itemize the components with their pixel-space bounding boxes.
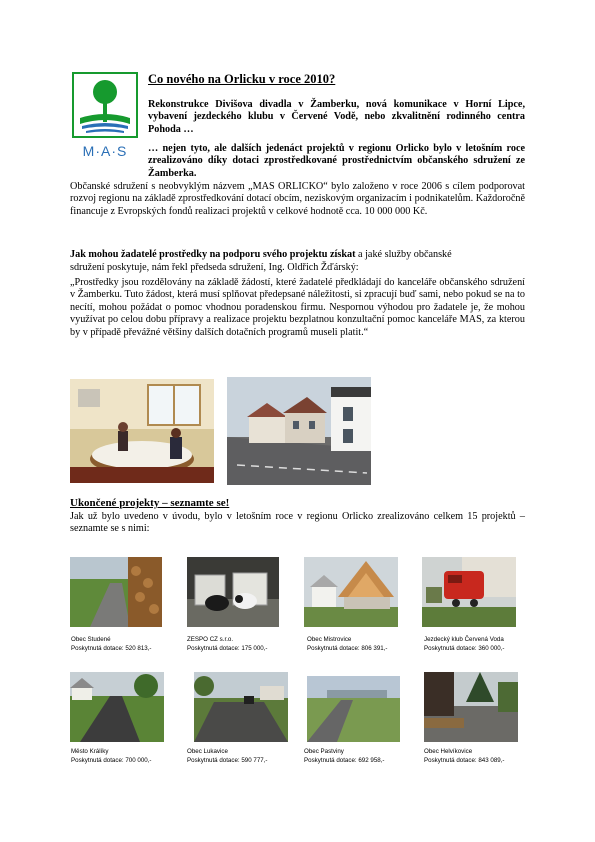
project-photo-studene bbox=[70, 557, 162, 627]
project-grant: Poskytnutá dotace: 692 958,- bbox=[304, 757, 385, 764]
question-bold: Jak mohou žadatelé prostředky na podporu svého projektu získat bbox=[70, 249, 356, 260]
page-title: Co nového na Orlicku v roce 2010? bbox=[148, 72, 336, 86]
project-photo-pastviny bbox=[307, 676, 400, 742]
body-paragraph-1: Občanské sdružení s neobvyklým názvem „MAS ORLICKO“ bylo založeno v roce 2006 s cílem podporovat rozvoj regionu na základě zprostředkování dotací obcím, neziskovým organizacím i podnikatelům. Každoročně financuje z Evropských fondů realizaci projektů v celkové hodnotě cca. 10 000 000 Kč. bbox=[70, 181, 525, 217]
project-name: Obec Helvíkovice bbox=[424, 748, 473, 755]
project-caption-helvikovice bbox=[424, 747, 505, 765]
project-name: Jezdecký klub Červená Voda bbox=[424, 636, 504, 643]
question-rest: a jaké služby občanské bbox=[355, 249, 452, 260]
project-grant: Poskytnutá dotace: 700 000,- bbox=[71, 757, 152, 764]
project-photo-lukavice bbox=[194, 672, 288, 742]
project-caption-cervena-voda bbox=[424, 635, 505, 653]
lead-paragraph-2: … nejen tyto, ale dalších jedenáct projektů v regionu Orlicko bylo v letošním roce zrealizováno díky dotaci zprostředkované prostřednictvím občanského sdružení ze Žamberka. bbox=[148, 143, 525, 179]
project-caption-pastviny bbox=[304, 747, 385, 765]
body-paragraph-question bbox=[70, 249, 525, 261]
lead-paragraph-1: Rekonstrukce Divišova divadla v Žamberku, nová komunikace v Horní Lipce, vybavení jezdeckého klubu v Červené Vodě, nebo zkvalitnění rodinného centra Pohoda … bbox=[148, 99, 525, 135]
section-title: Ukončené projekty – seznamte se! bbox=[70, 497, 230, 509]
section-intro: Jak už bylo uvedeno v úvodu, bylo v letošním roce v regionu Orlicko zrealizováno celkem 15 projektů – seznamte se s nimi: bbox=[70, 511, 525, 535]
project-grant: Poskytnutá dotace: 806 391,- bbox=[307, 645, 388, 652]
body-paragraph-2: sdružení poskytuje, nám řekl předseda sdružení, Ing. Oldřich Žďárský: bbox=[70, 262, 359, 273]
project-name: ZESPO CZ s.r.o. bbox=[187, 636, 234, 643]
project-caption-lukavice bbox=[187, 747, 268, 765]
project-grant: Poskytnutá dotace: 590 777,- bbox=[187, 757, 268, 764]
project-name: Město Králíky bbox=[71, 748, 109, 755]
project-photo-cervena-voda bbox=[422, 557, 516, 627]
project-grant: Poskytnutá dotace: 360 000,- bbox=[424, 645, 505, 652]
project-grant: Poskytnutá dotace: 520 813,- bbox=[71, 645, 152, 652]
project-photo-helvikovice bbox=[424, 672, 518, 742]
project-caption-studene bbox=[71, 635, 152, 653]
logo-text: M·A·S bbox=[82, 143, 128, 159]
project-name: Obec Studené bbox=[71, 636, 111, 643]
quote-paragraph: „Prostředky jsou rozdělovány na základě žádostí, které žadatelé předkládají do kanceláře občanského sdružení v Žamberku. Tuto žádost, která musí splňovat předepsané náležitosti, si zpracují buď sami, nebo pokud se na to necítí, mohou požádat o pomoc vhodnou poradenskou firmu. Nespornou výhodou pro žadatele je, že mohou využívat po celou dobu přípravy a realizace projektu bezplatnou konzultační pomoc kanceláře MAS, za kterou by v případě převážné většiny dalších dotačních programů museli platit.“ bbox=[70, 277, 525, 338]
project-caption-mistrovice bbox=[307, 635, 388, 653]
project-grant: Poskytnutá dotace: 175 000,- bbox=[187, 645, 268, 652]
project-grant: Poskytnutá dotace: 843 089,- bbox=[424, 757, 505, 764]
project-photo-kraliky bbox=[70, 672, 164, 742]
project-caption-kraliky bbox=[71, 747, 152, 765]
office-meeting-photo bbox=[70, 379, 214, 483]
mas-orlicko-logo bbox=[72, 72, 138, 162]
project-name: Obec Mistrovice bbox=[307, 636, 352, 643]
project-name: Obec Pastviny bbox=[304, 748, 344, 755]
project-photo-zespo bbox=[187, 557, 279, 627]
project-photo-mistrovice bbox=[304, 557, 398, 627]
street-houses-photo bbox=[227, 377, 371, 485]
project-name: Obec Lukavice bbox=[187, 748, 228, 755]
project-caption-zespo bbox=[187, 635, 268, 653]
